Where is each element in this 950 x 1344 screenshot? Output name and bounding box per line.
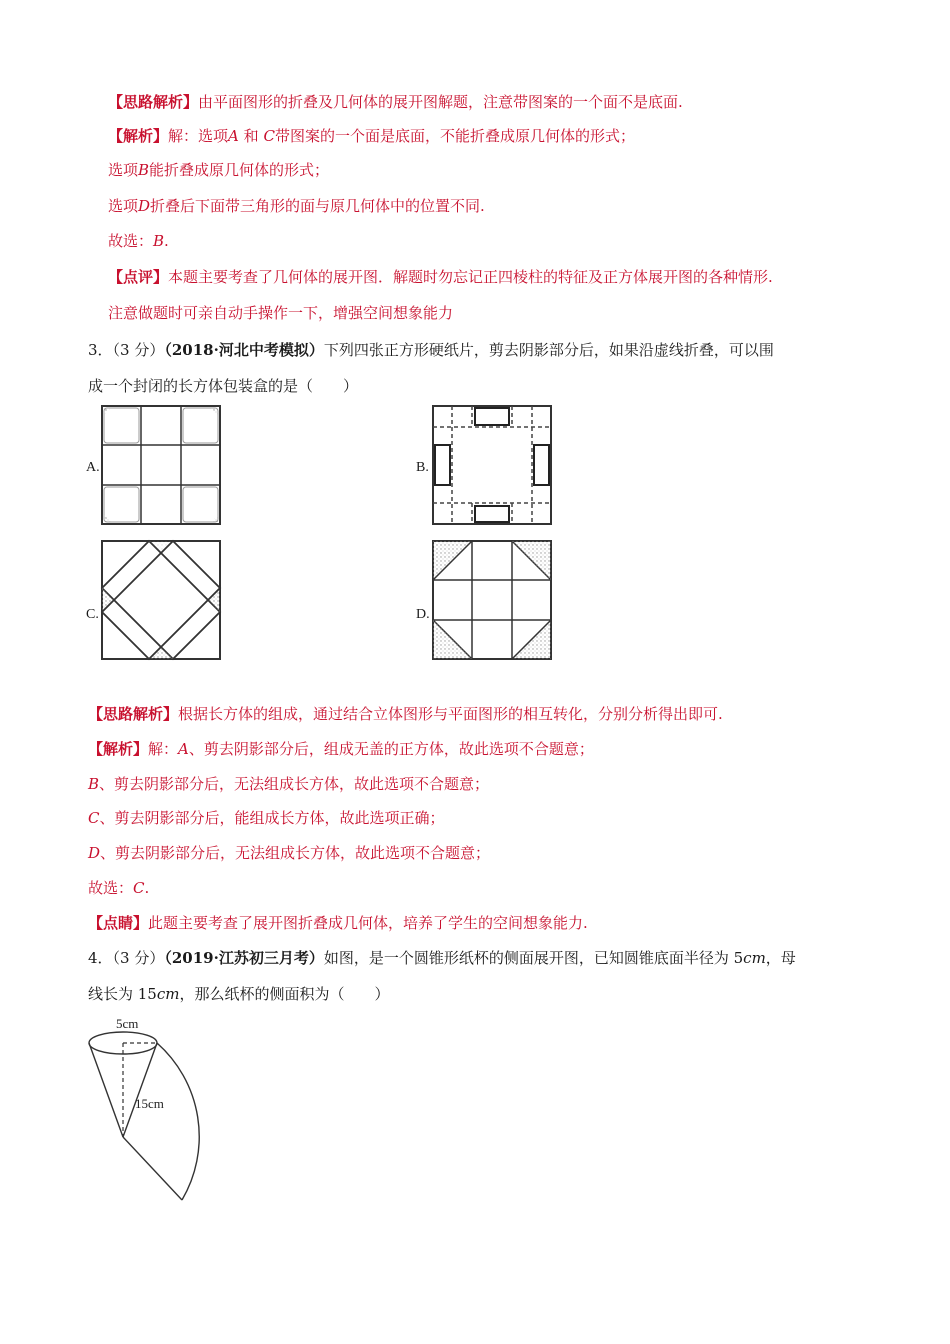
q2-comment-line1: 【点评】本题主要考查了几何体的展开图．解题时勿忘记正四棱柱的特征及正方体展开图的各种情形. [108, 268, 773, 286]
idea-tag: 【思路解析】 [108, 93, 199, 111]
option-b-label: B. [416, 460, 429, 475]
slant-label: 15cm [135, 1096, 164, 1111]
q3-stem-line1: 3．（3 分）（2018·河北中考模拟）下列四张正方形硬纸片，剪去阴影部分后，如果沿虚线折叠，可以围 [88, 341, 774, 359]
q3-analysis-line1: 【思路解析】根据长方体的组成，通过结合立体图形与平面图形的相互转化，分别分析得出即可. [88, 705, 723, 723]
q4-stem-line1: 4．（3 分）（2019·江苏初三月考）如图，是一个圆锥形纸杯的侧面展开图，已知圆锥底面半径为 5cm，母 [88, 949, 796, 967]
option-d-label: D. [416, 607, 430, 622]
q2-analysis-line2: 【解析】解：选项A 和 C带图案的一个面是底面，不能折叠成原几何体的形式； [108, 127, 635, 145]
q3-answer: 故选：C. [88, 879, 150, 897]
q4-stem-line2: 线长为 15cm，那么纸杯的侧面积为（ ） [88, 985, 390, 1003]
q3-analysis-line3: B、剪去阴影部分后，无法组成长方体，故此选项不合题意； [88, 775, 490, 793]
option-b-figure [432, 405, 552, 525]
option-a-label: A. [86, 460, 100, 475]
option-a-figure [101, 405, 221, 525]
q2-analysis-line3: 选项B能折叠成原几何体的形式； [108, 161, 330, 179]
radius-label: 5cm [116, 1016, 139, 1031]
q2-analysis-line1: 【思路解析】由平面图形的折叠及几何体的展开图解题，注意带图案的一个面不是底面. [108, 93, 683, 111]
cone-figure [86, 1012, 226, 1207]
q3-stem-line2: 成一个封闭的长方体包装盒的是（ ） [88, 377, 359, 395]
q3-analysis-line2: 【解析】解：A、剪去阴影部分后，组成无盖的正方体，故此选项不合题意； [88, 740, 594, 758]
q3-comment: 【点睛】此题主要考查了展开图折叠成几何体，培养了学生的空间想象能力. [88, 914, 588, 932]
q3-analysis-line4: C、剪去阴影部分后，能组成长方体，故此选项正确； [88, 809, 445, 827]
q2-analysis-line4: 选项D折叠后下面带三角形的面与原几何体中的位置不同. [108, 197, 485, 215]
q2-comment-line2: 注意做题时可亲自动手操作一下，增强空间想象能力 [108, 304, 454, 322]
option-c-label: C. [86, 607, 99, 622]
q3-analysis-line5: D、剪去阴影部分后，无法组成长方体，故此选项不合题意； [88, 844, 491, 862]
option-c-figure [101, 540, 221, 660]
q2-answer: 故选：B. [108, 232, 169, 250]
option-d-figure [432, 540, 552, 660]
